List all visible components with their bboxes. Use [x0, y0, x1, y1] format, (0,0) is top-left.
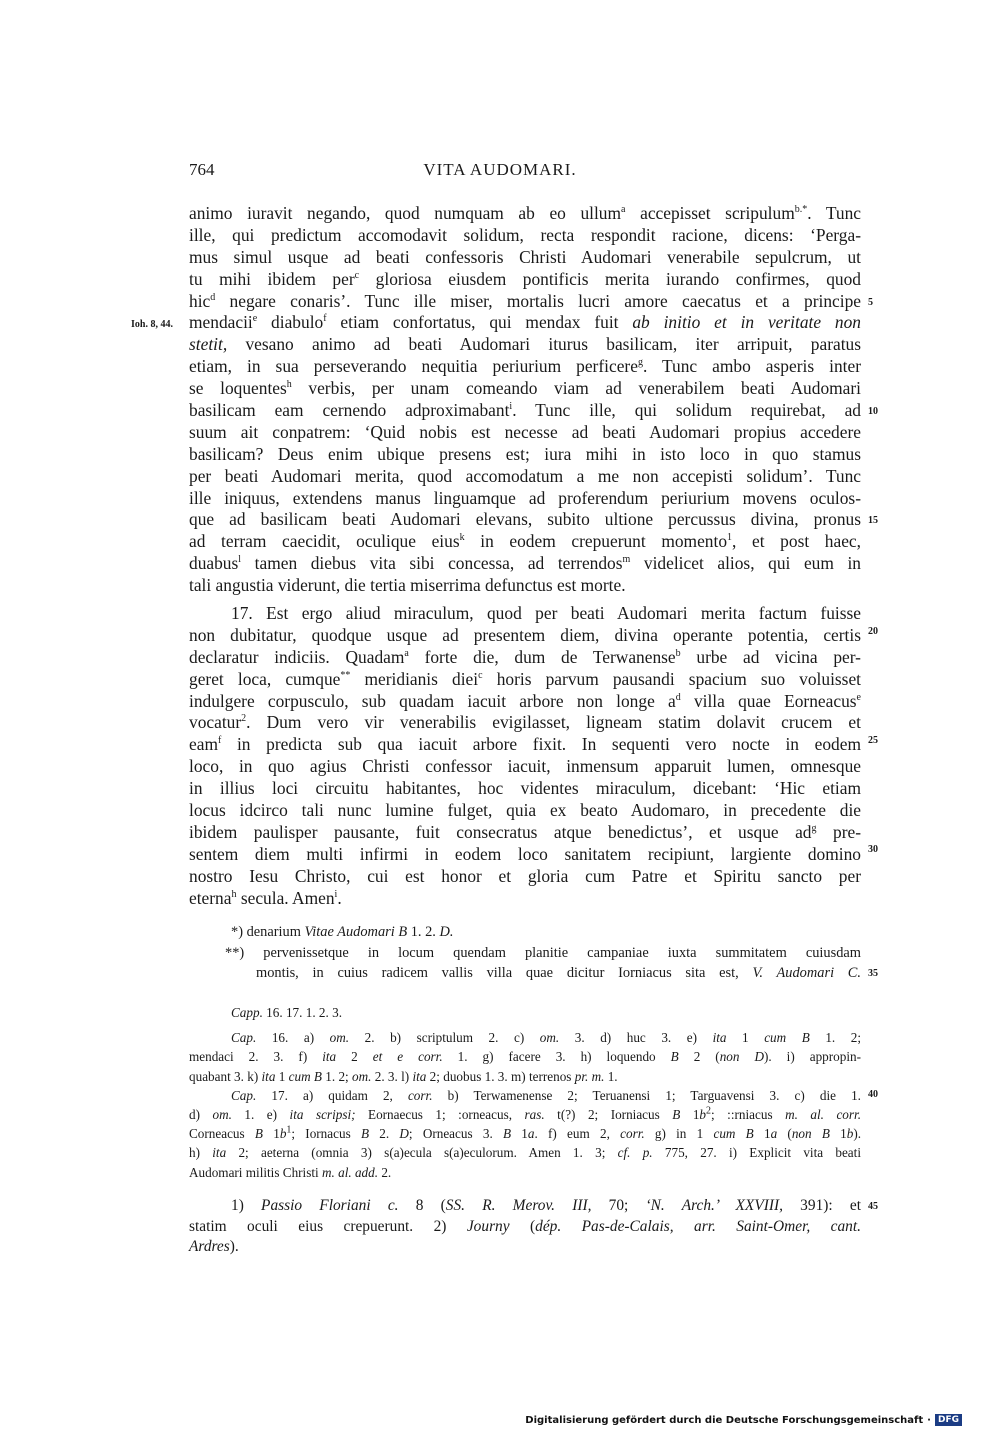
dfg-logo: DFG: [935, 1414, 962, 1426]
line-number: 30: [868, 844, 878, 855]
text-line: eterna$^h$ secula. Amen$^i$.: [189, 887, 342, 908]
line-number: 5: [868, 297, 873, 308]
text-line: vocatur$^2$. Dum vero vir venerabilis evigilasset, ligneam statim dolavit crucem et: [189, 712, 861, 733]
line-number: 35: [868, 968, 878, 979]
text-line: per beati Audomari merita, quod accomodatum a me non accepisti solidum’. Tunc: [189, 465, 861, 486]
text-line: indulgere corpusculo, sub quadam iacuit arbore non longe $a^d$ villa quae Eorneacus$^e$: [189, 690, 861, 711]
line-number: 15: [868, 515, 878, 526]
text-line: eam$^f$ in predicta sub qua iacuit arbore fixit. In sequenti vero nocte in eodem: [189, 734, 861, 755]
footer-credit: Digitalisierung gefördert durch die Deutsche Forschungsgemeinschaft · DFG: [525, 1414, 962, 1426]
apparatus-line: h) ita 2; aeterna (omnia 3) s(a)ecula s(a)eculorum. Amen 1. 3; cf. p. 775, 27. i) Explicit vita beati: [189, 1145, 861, 1161]
critical-apparatus: [189, 1003, 861, 1182]
line-number: 10: [868, 406, 878, 417]
text-line: geret loca, cumque** meridianis diei$^c$ horis parvum pausandi spacium suo voluisset: [189, 668, 861, 689]
text-line: nostro Iesu Christo, cui est honor et gloria cum Patre et Spiritu sancto per: [189, 865, 861, 886]
line-number: 45: [868, 1201, 878, 1212]
source-notes: [189, 1196, 861, 1258]
text-line: hic$^d$ negare conaris’. Tunc ille miser, mortalis lucri amore caecatus et a principe: [189, 290, 861, 311]
apparatus-line: Audomari militis Christi m. al. add. 2.: [189, 1164, 392, 1180]
margin-reference: Ioh. 8, 44.: [131, 319, 173, 330]
text-line: tali angustia viderunt, die tertia miserrima defunctus est morte.: [189, 575, 626, 596]
text-line: que ad basilicam beati Audomari elevans, subito ultione percussus divina, pronus: [189, 509, 861, 530]
text-line: 17. Est ergo aliud miraculum, quod per beati Audomari merita factum fuisse: [231, 603, 861, 624]
apparatus-line: Capp. 16. 17. 1. 2. 3.: [231, 1005, 342, 1020]
line-number: 40: [868, 1089, 878, 1100]
text-line: ad terram caecidit, oculique eius$^k$ in eodem crepuerunt momento$^1$, et post haec,: [189, 531, 861, 552]
page-number: 764: [189, 160, 215, 179]
apparatus-line: quabant 3. k) ita 1 cum B 1. 2; om. 2. 3. l) ita 2; duobus 1. 3. m) terrenos pr. m. 1.: [189, 1068, 618, 1084]
text-line: ibidem paulisper pausante, fuit consecratus atque benedictus’, et usque $ad^g$ pre-: [189, 821, 861, 842]
text-line: loco, in quo agius Christi confessor iacuit, inmensum apparuit lumen, omnesque: [189, 756, 861, 777]
running-title: VITA AUDOMARI.: [423, 160, 577, 179]
apparatus-line: mendaci 2. 3. f) ita 2 et e corr. 1. g) facere 3. h) loquendo B 2 (non D). i) appropin-: [189, 1049, 862, 1065]
text-line: declaratur indiciis. Quadam$^a$ forte die, dum de Terwanense$^b$ urbe ad vicina per-: [189, 646, 861, 667]
text-line: duabus$^l$ tamen diebus vita sibi concessa, ad terrendos$^m$ videlicet alios, qui eum in: [189, 553, 861, 574]
line-number: 20: [868, 626, 878, 637]
note-line: Ardres).: [189, 1238, 239, 1256]
text-line: non dubitatur, quodque usque ad presentem diem, divina operante potentia, certis: [189, 624, 861, 645]
apparatus-line: Cap. 16. a) om. 2. b) scriptulum 2. c) om. 3. d) huc 3. e) ita 1 cum B 1. 2;: [231, 1030, 862, 1046]
note-line: statim oculi eius crepuerunt. 2) Journy (dép. Pas-de-Calais, arr. Saint-Omer, cant.: [189, 1217, 861, 1235]
text-line: in illius loci circuitu habitantes, hoc videntes miraculum, dicebant: ‘Hic etiam: [189, 778, 861, 799]
footnotes: [189, 922, 861, 984]
apparatus-line: Cap. 17. a) quidam 2, corr. b) Terwamenense 2; Teruanensi 1; Targuavensi 3. c) die 1.: [231, 1087, 861, 1103]
note-line: 1) Passio Floriani c. 8 (SS. R. Merov. III, 70; ‘N. Arch.’ XXVIII, 391): et: [231, 1197, 861, 1214]
text-line: etiam, in sua perseverando nequitia periurium perficere$^g$. Tunc ambo asperis inter: [189, 356, 861, 377]
footnote: *) denarium Vitae Audomari B 1. 2. D.: [231, 924, 454, 940]
apparatus-line: Corneacus B $1b^1$; Iornacus B 2. D; Orneacus 3. B 1a. f) eum 2, corr. g) in 1 cum B 1a (non B 1b).: [189, 1124, 862, 1142]
text-line: ille iniquus, extendens manus linguamque ad proferendum periurium movens oculos-: [189, 487, 861, 508]
footnote: **) pervenissetque in locum quendam planitie campaniae iuxta summitatem cuiusdam: [225, 944, 861, 961]
footer-credit-text: Digitalisierung gefördert durch die Deutsche Forschungsgemeinschaft: [525, 1414, 924, 1426]
text-line: basilicam eam cernendo adproximabant$^i$. Tunc ille, qui solidum requirebat, ad: [189, 400, 861, 421]
text-line: locus idcirco tali nunc lumine fulget, quia ex beato Audomaro, in precedente die: [189, 800, 861, 821]
text-line: basilicam? Deus enim ubique presens est; iura mihi in isto loco in quo stamus: [189, 443, 861, 464]
text-line: sentem diem multi infirmi in eodem loco sanitatem recipiunt, largiente domino: [189, 843, 861, 864]
text-line: ille, qui predictum accomodavit solidum, recta respondit racione, dicens: ‘Perga-: [189, 224, 861, 245]
footnote: montis, in cuius radicem vallis villa quae dicitur Iorniacus sita est, V. Audomari C.: [256, 965, 862, 981]
line-number: 25: [868, 735, 878, 746]
text-line: tu mihi ibidem per$^c$ gloriosa eiusdem pontificis merita iurando confirmes, quod: [189, 268, 861, 289]
text-line: suum ait conpatrem: ‘Quid nobis est necesse ad beati Audomari propius accedere: [189, 421, 861, 442]
text-line: mus simul usque ad beati confessoris Christi Audomari venerabile sepulcrum, ut: [189, 246, 861, 267]
text-line: mendacii$^e$ diabulo$^f$ etiam confortatus, qui mendax fuit ab initio et in veritate non: [189, 312, 862, 333]
main-text: [189, 203, 861, 910]
text-line: animo iuravit negando, quod numquam ab eo ullum$^a$ accepisset scripulum$^{b.*}$. Tunc: [189, 203, 861, 223]
apparatus-line: d) om. 1. e) ita scripsi; Eornaecus 1; :orneacus, ras. t(?) 2; Iorniacus B $1b^2$; ::rniacus m. al. corr.: [189, 1105, 862, 1122]
text-line: se loquentes$^h$ verbis, per unam comeando viam ad venerabilem beati Audomari: [189, 378, 862, 399]
text-line: stetit, vesano animo ad beati Audomari iturus basilicam, iter arripuit, paratus: [189, 334, 861, 355]
